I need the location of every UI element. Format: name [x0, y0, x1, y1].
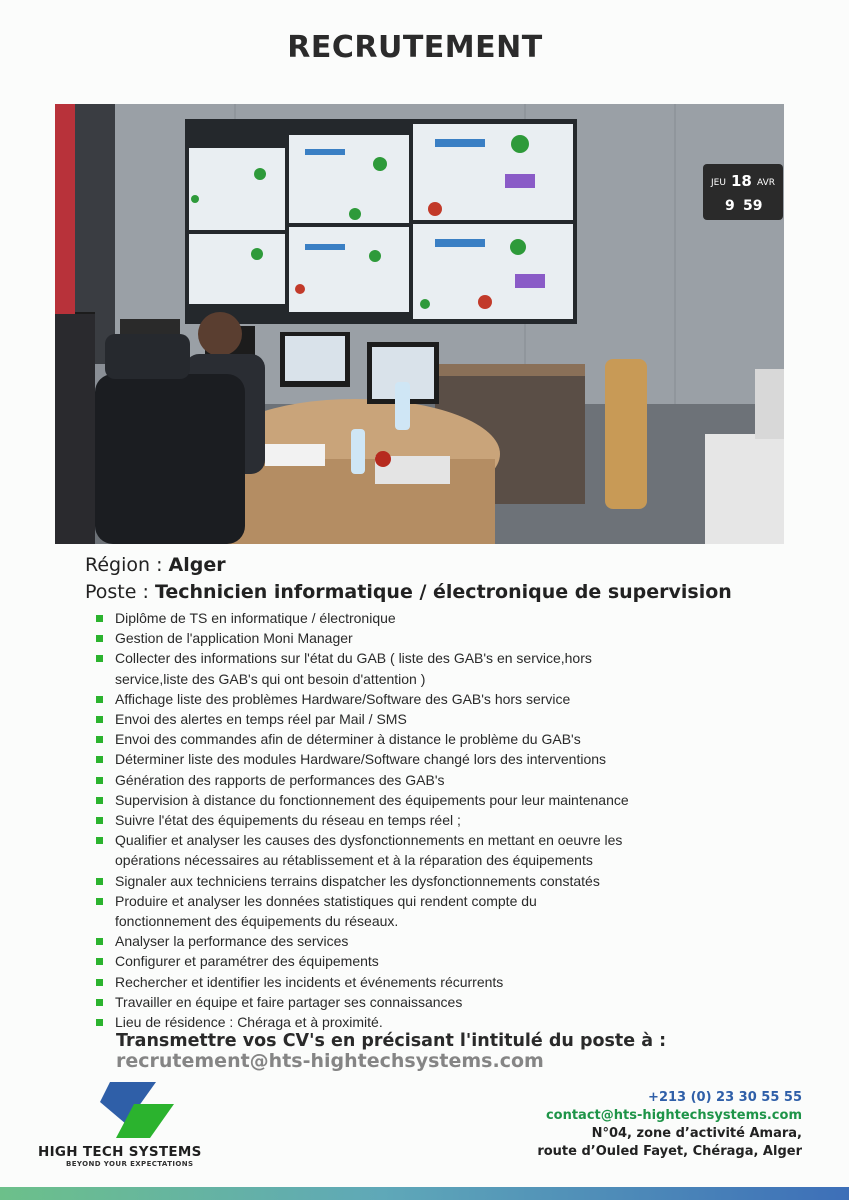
list-item: Qualifier et analyser les causes des dysfonctionnements en mettant en oeuvre les	[96, 830, 736, 850]
bullet-square-icon	[96, 999, 103, 1006]
recruitment-email-link[interactable]: recrutement@hts-hightechsystems.com	[116, 1050, 544, 1072]
list-item: Travailler en équipe et faire partager ses connaissances	[96, 992, 736, 1012]
list-item: Gestion de l'application Moni Manager	[96, 628, 736, 648]
clock-date: 18	[731, 172, 752, 190]
bullet-square-icon	[96, 898, 103, 905]
contact-address-line2: route d’Ouled Fayet, Chéraga, Alger	[537, 1144, 802, 1159]
contact-address-line1: N°04, zone d’activité Amara,	[591, 1126, 802, 1141]
list-item: Produire et analyser les données statistiques qui rendent compte du	[96, 891, 736, 911]
region-label: Région :	[85, 554, 169, 576]
bullet-square-icon	[96, 635, 103, 642]
list-item: Analyser la performance des services	[96, 931, 736, 951]
bullet-square-icon	[96, 777, 103, 784]
bullet-square-icon	[96, 837, 103, 844]
control-room-photo	[55, 104, 784, 544]
list-item: Supervision à distance du fonctionnement des équipements pour leur maintenance	[96, 790, 736, 810]
bullet-square-icon	[96, 878, 103, 885]
list-item: Envoi des alertes en temps réel par Mail / SMS	[96, 709, 736, 729]
bullet-square-icon	[96, 938, 103, 945]
list-item-continuation: fonctionnement des équipements du réseaux.	[115, 913, 399, 930]
list-item: Lieu de résidence : Chéraga et à proximité.	[96, 1012, 736, 1032]
bullet-square-icon	[96, 756, 103, 763]
bullet-square-icon	[96, 696, 103, 703]
list-item: Signaler aux techniciens terrains dispatcher les dysfonctionnements constatés	[96, 871, 736, 891]
list-item: Rechercher et identifier les incidents et événements récurrents	[96, 972, 736, 992]
list-item: Suivre l'état des équipements du réseau en temps réel ;	[96, 810, 736, 830]
poste-value: Technicien informatique / électronique de supervision	[154, 581, 732, 603]
list-item: Configurer et paramétrer des équipements	[96, 951, 736, 971]
list-item: Envoi des commandes afin de déterminer à distance le problème du GAB's	[96, 729, 736, 749]
bullet-square-icon	[96, 797, 103, 804]
cta-text: Transmettre vos CV's en précisant l'intitulé du poste à :	[116, 1031, 667, 1051]
bullet-square-icon	[96, 655, 103, 662]
bullet-square-icon	[96, 736, 103, 743]
list-item: Génération des rapports de performances des GAB's	[96, 770, 736, 790]
region-line	[85, 554, 226, 576]
contact-block	[537, 1089, 802, 1161]
list-item: Collecter des informations sur l'état du GAB ( liste des GAB's en service,hors	[96, 648, 736, 668]
bullet-square-icon	[96, 615, 103, 622]
list-item: Déterminer liste des modules Hardware/Software changé lors des interventions	[96, 749, 736, 769]
bullet-square-icon	[96, 979, 103, 986]
region-value: Alger	[168, 554, 226, 576]
bullet-square-icon	[96, 1019, 103, 1026]
poste-label: Poste :	[85, 581, 155, 603]
page-title: RECRUTEMENT	[287, 30, 543, 65]
list-item-continuation: opérations nécessaires au rétablissement et à la réparation des équipements	[115, 852, 593, 869]
company-tagline: BEYOND YOUR EXPECTATIONS	[66, 1160, 194, 1168]
requirements-list	[96, 608, 736, 1032]
poste-line	[85, 581, 732, 603]
list-item-continuation: service,liste des GAB's qui ont besoin d'attention )	[115, 670, 426, 687]
bullet-square-icon	[96, 817, 103, 824]
bullet-square-icon	[96, 716, 103, 723]
clock-minute: 59	[743, 198, 763, 214]
clock-month: AVR	[757, 178, 775, 188]
list-item: Affichage liste des problèmes Hardware/Software des GAB's hors service	[96, 689, 736, 709]
clock-hour: 9	[725, 198, 735, 214]
contact-phone[interactable]: +213 (0) 23 30 55 55	[648, 1090, 802, 1105]
bullet-square-icon	[96, 958, 103, 965]
list-item: Diplôme de TS en informatique / électronique	[96, 608, 736, 628]
clock-day: JEU	[711, 178, 726, 188]
contact-email[interactable]: contact@hts-hightechsystems.com	[545, 1108, 802, 1123]
company-name: HIGH TECH SYSTEMS	[38, 1144, 202, 1160]
footer-gradient-bar	[0, 1187, 849, 1200]
